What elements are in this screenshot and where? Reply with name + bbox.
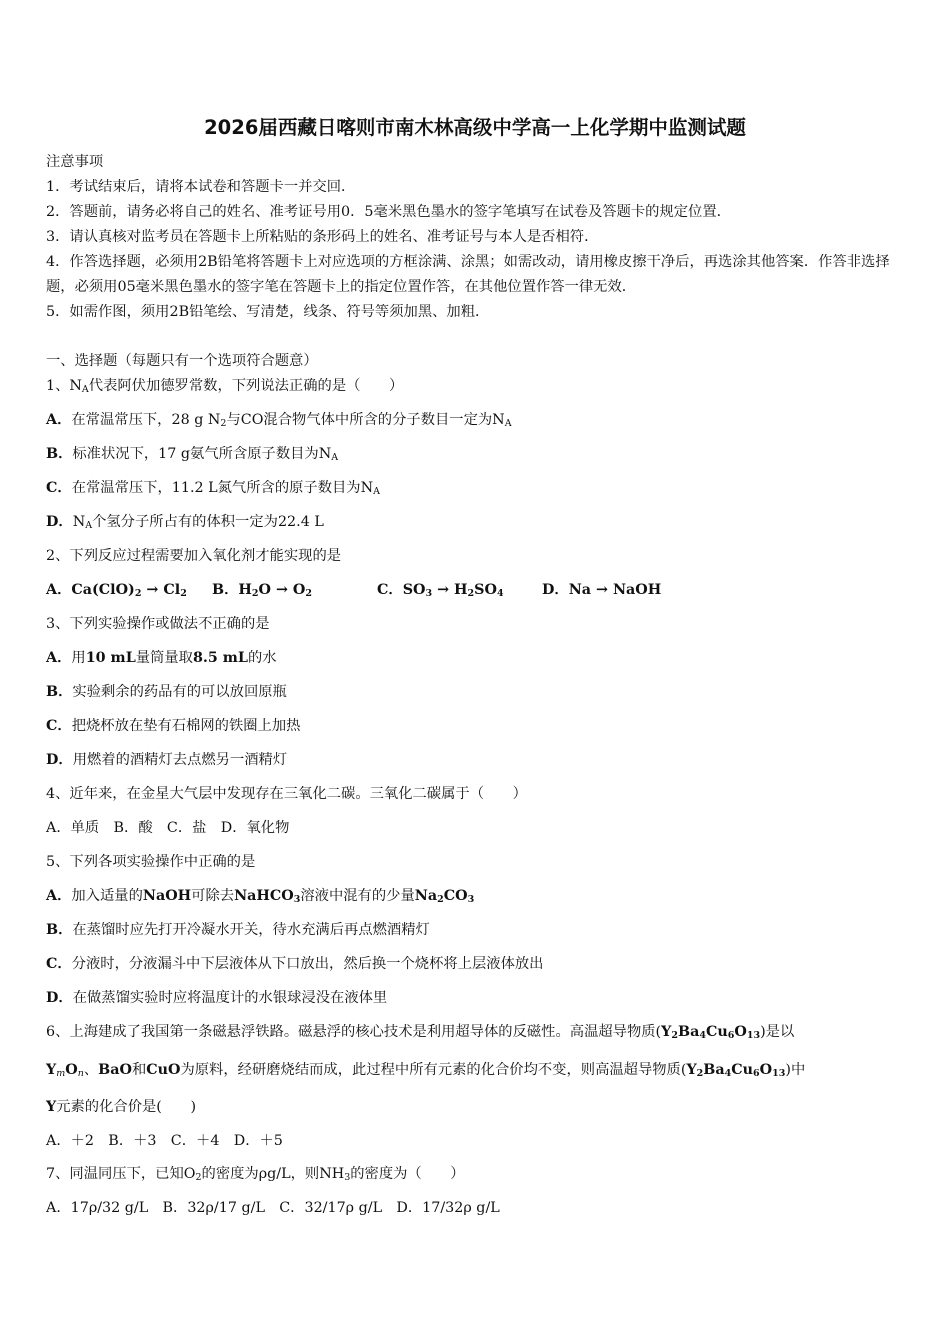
question-5-option-c: C．分液时，分液漏斗中下层液体从下口放出，然后换一个烧杯将上层液体放出 <box>46 956 544 972</box>
question-5-stem: 5、下列各项实验操作中正确的是 <box>46 854 256 870</box>
question-3-stem: 3、下列实验操作或做法不正确的是 <box>46 616 270 632</box>
question-3-option-a: A．用10 mL量筒量取8.5 mL的水 <box>46 650 277 666</box>
question-1-option-a: A．在常温常压下，28 g $N_2$与CO混合物气体中所含的分子数目一定为$N_A$ <box>46 412 512 429</box>
page-title: 2026届西藏日喀则市南木林高级中学高一上化学期中监测试题 <box>204 116 746 139</box>
question-6-options: A．＋2 B．＋3 C．＋4 D．＋5 <box>46 1133 283 1149</box>
question-6-line-3: Y元素的化合价是( ) <box>46 1099 197 1115</box>
question-7-stem: 7、同温同压下，已知$O_2$的密度为ρg/L，则$NH_3$的密度为（ ） <box>46 1166 465 1183</box>
question-2-option-b: B．$H_2O \to O_2$ <box>212 582 312 599</box>
question-4-stem: 4、近年来，在金星大气层中发现存在三氧化二碳。三氧化二碳属于（ ） <box>46 786 527 802</box>
question-5-option-d: D．在做蒸馏实验时应将温度计的水银球浸没在液体里 <box>46 990 388 1006</box>
question-1-stem: 1、$N_A$代表阿伏加德罗常数，下列说法正确的是（ ） <box>46 378 404 395</box>
question-3-option-c: C．把烧杯放在垫有石棉网的铁圈上加热 <box>46 718 301 734</box>
question-4-options: A．单质 B．酸 C．盐 D．氧化物 <box>46 820 290 836</box>
notice-heading: 注意事项 <box>46 154 104 170</box>
question-7-options: A．17ρ/32 g/L B．32ρ/17 g/L C．32/17ρ g/L D．17/32ρ g/L <box>46 1200 500 1216</box>
notice-item-1: 1．考试结束后，请将本试卷和答题卡一并交回． <box>46 179 356 195</box>
section-heading: 一、选择题（每题只有一个选项符合题意） <box>46 353 318 369</box>
question-1-option-b: B．标准状况下，17 g氨气所含原子数目为$N_A$ <box>46 446 339 463</box>
notice-item-2: 2．答题前，请务必将自己的姓名、准考证号用0．5毫米黑色墨水的签字笔填写在试卷及答题卡的规定位置． <box>46 204 731 220</box>
question-3-option-b: B．实验剩余的药品有的可以放回原瓶 <box>46 684 287 700</box>
question-5-option-b: B．在蒸馏时应先打开冷凝水开关，待水充满后再点燃酒精灯 <box>46 922 430 938</box>
question-2-option-d: D．Na → NaOH <box>542 582 662 598</box>
question-5-option-a: A．加入适量的NaOH可除去NaHCO$_3$溶液中混有的少量$Na_2CO_3$ <box>46 888 475 905</box>
question-1-option-d: D．$N_A$个氢分子所占有的体积一定为22.4 L <box>46 514 324 531</box>
notice-item-3: 3．请认真核对监考员在答题卡上所粘贴的条形码上的姓名、准考证号与本人是否相符． <box>46 229 599 245</box>
question-1-option-c: C．在常温常压下，11.2 L氮气所含的原子数目为$N_A$ <box>46 480 380 497</box>
question-6-line-2: $Y_mO_n$、BaO和CuO为原料，经研磨烧结而成，此过程中所有元素的化合价均不变，则高温超导物质$(Y_2Ba_4Cu_6O_{13})$中 <box>46 1062 806 1079</box>
question-3-option-d: D．用燃着的酒精灯去点燃另一酒精灯 <box>46 752 288 768</box>
notice-item-4: 4．作答选择题，必须用2B铅笔将答题卡上对应选项的方框涂满、涂黑；如需改动，请用橡皮擦干净后，再选涂其他答案．作答非选择题，必须用05毫米黑色墨水的签字笔在答题卡上的指定位置作答，在其他位置作答一律无效． <box>46 254 890 295</box>
question-6-line-1: 6、上海建成了我国第一条磁悬浮铁路。磁悬浮的核心技术是利用超导体的反磁性。高温超导物质$(Y_2Ba_4Cu_6O_{13})$是以 <box>46 1024 795 1041</box>
notice-item-5: 5．如需作图，须用2B铅笔绘、写清楚，线条、符号等须加黑、加粗． <box>46 304 490 320</box>
question-2-option-c: C．$SO_3 \to H_2SO_4$ <box>377 582 504 599</box>
question-2-stem: 2、下列反应过程需要加入氧化剂才能实现的是 <box>46 548 342 564</box>
question-2-option-a: A．$Ca(ClO)_2 \to Cl_2$ <box>46 582 187 599</box>
